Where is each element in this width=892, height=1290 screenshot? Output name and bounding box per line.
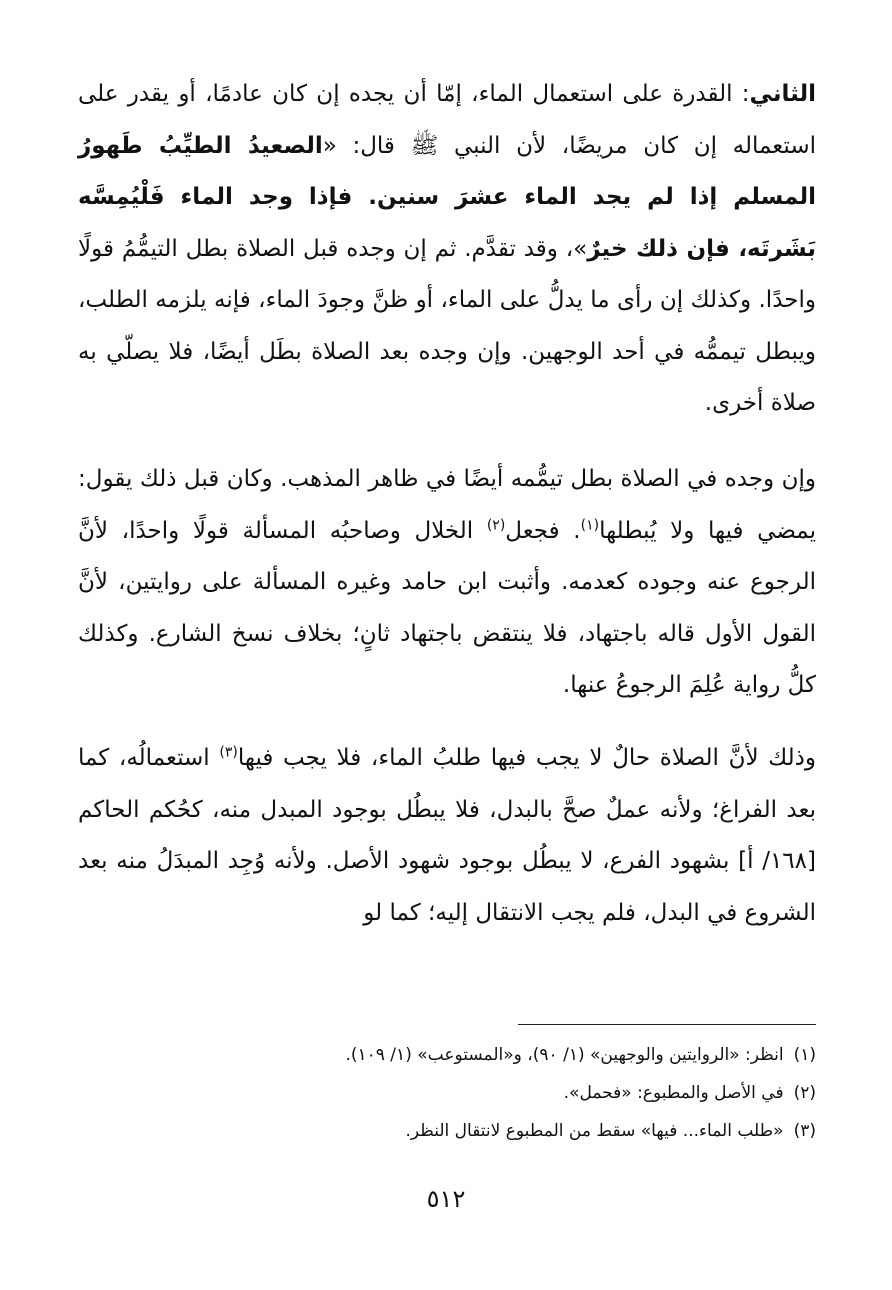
footnote-number: (٢) <box>793 1083 816 1103</box>
footnote-number: (٣) <box>793 1121 816 1141</box>
paragraph-3: وذلك لأنَّ الصلاة حالٌ لا يجب فيها طلبُ الماء، فلا يجب فيها$^{(٣)}$ استعمالُه، كما بعد الفراغ؛ ولأنه عملٌ صحَّ بالبدل، فلا يبطُل بوجود المبدل منه، كحُكم الحاكم [١٦٨/ أ] بشهود الفرع، لا يبطُل بوجود شهود الأصل. ولأنه وُجِد المبدَلُ منه بعد الشروع في البدل، فلم يجب الانتقال إليه؛ كما لو <box>78 744 816 926</box>
hadith-quote: الصعيدُ الطيِّبُ طَهورُ المسلم إذا لم يجد الماء عشرَ سنين. فإذا وجد الماء فَلْيُمِسَّه بَشَرتَه، فإن ذلك خيرٌ <box>78 132 816 262</box>
term-heading: الثاني <box>749 81 816 107</box>
footnote-number: (١) <box>793 1045 816 1065</box>
page-number: ٥١٢ <box>426 1185 466 1213</box>
footnote-ref-2[interactable]: (٢) <box>486 516 506 533</box>
paragraph-2: وإن وجده في الصلاة بطل تيمُّمه أيضًا في ظاهر المذهب. وكان قبل ذلك يقول: يمضي فيها ولا يُبطلها$^{(١)}$. فجعل$^{(٢)}$ الخلال وصاحبُه المسألة قولًا واحدًا، لأنَّ الرجوع عنه وجوده كعدمه. وأثبت ابن حامد وغيره المسألة على روايتين، لأنَّ القول الأول قاله باجتهاد، فلا ينتقض باجتهاد ثانٍ؛ بخلاف نسخ الشارع. وكذلك كلُّ رواية عُلِمَ الرجوعُ عنها. <box>78 466 816 698</box>
footnote-text: في الأصل والمطبوع: «فحمل». <box>563 1083 784 1103</box>
footnote-ref-1[interactable]: (١) <box>580 516 600 533</box>
footnotes <box>78 1036 816 1150</box>
footnote-3 <box>78 1112 816 1150</box>
footnote-divider <box>518 1024 816 1025</box>
footnote-ref-3[interactable]: (٣) <box>219 744 238 761</box>
footnote-text: «طلب الماء... فيها» سقط من المطبوع لانتقال النظر. <box>405 1121 784 1141</box>
footnote-text: انظر: «الروايتين والوجهين» (١/ ٩٠)، و«المستوعب» (١/ ١٠٩). <box>345 1045 784 1065</box>
footnote-1 <box>78 1036 816 1074</box>
paragraph-1: الثاني: القدرة على استعمال الماء، إمّا أن يجده إن كان عادمًا، أو يقدر على استعماله إن كان مريضًا، لأن النبي ﷺ قال: «الصعيدُ الطيِّبُ طَهورُ المسلم إذا لم يجد الماء عشرَ سنين. فإذا وجد الماء فَلْيُمِسَّه بَشَرتَه، فإن ذلك خيرٌ»، وقد تقدَّم. ثم إن وجده قبل الصلاة بطل التيمُّمُ قولًا واحدًا. وكذلك إن رأى ما يدلُّ على الماء، أو ظنَّ وجودَ الماء، فإنه يلزمه الطلب، ويبطل تيممُّه في أحد الوجهين. وإن وجده بعد الصلاة بطَل أيضًا، فلا يصلّي به صلاة أخرى. <box>78 81 816 416</box>
footnote-2 <box>78 1074 816 1112</box>
